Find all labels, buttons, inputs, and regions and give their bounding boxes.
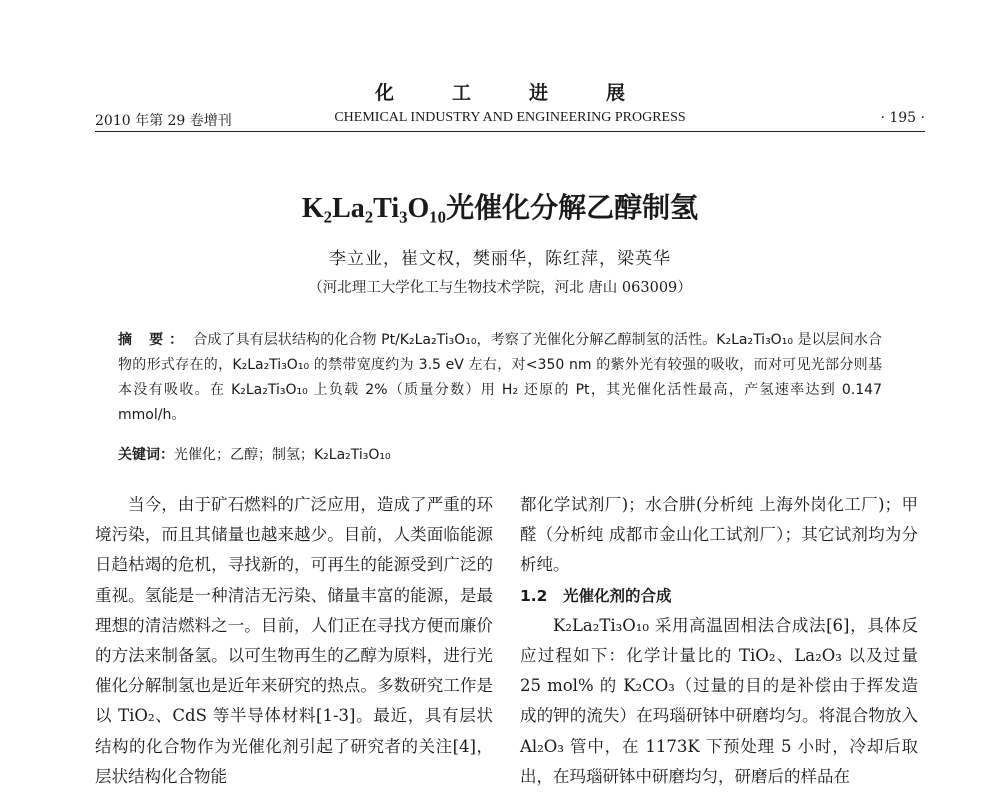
body-column-left xyxy=(95,490,493,792)
keywords-label: 关键词： xyxy=(118,447,174,463)
running-header xyxy=(95,110,925,132)
body-paragraph: 当今，由于矿石燃料的广泛应用，造成了严重的环境污染，而且其储量也越来越少。目前，人类面临能源日趋枯竭的危机，寻找新的，可再生的能源受到广泛的重视。氢能是一种清洁无污染、储量丰富的能源，是最理想的清洁燃料之一。目前，人们正在寻找方便而廉价的方法来制备氢。以可生物再生的乙醇为原料，进行光催化分解制氢也是近年来研究的热点。多数研究工作是以 TiO₂、CdS 等半导体材料[1-3]。最近，具有层状结构的化合物作为光催化剂引起了研究者的关注[4]，层状结构化合物能 xyxy=(95,495,493,786)
article-title xyxy=(0,186,1000,226)
affiliation: （河北理工大学化工与生物技术学院，河北 唐山 063009） xyxy=(308,280,692,296)
author-list: 李立业，崔文权，樊丽华，陈红萍，梁英华 xyxy=(329,249,671,269)
abstract-text: 合成了具有层状结构的化合物 Pt/K₂La₂Ti₃O₁₀，考察了光催化分解乙醇制氢的活性。K₂La₂Ti₃O₁₀ 是以层间水合物的形式存在的，K₂La₂Ti₃O₁₀ 的禁带宽度约为 3.5 eV 左右，对<350 nm 的紫外光有较强的吸收，而对可见光部分则基本没有吸收。在 K₂La₂Ti₃O₁₀ 上负载 2%（质量分数）用 H₂ 还原的 Pt，其光催化活性最高，产氢速率达到 0.147 mmol/h。 xyxy=(118,332,882,423)
keywords xyxy=(118,444,882,464)
journal-title-en: CHEMICAL INDUSTRY AND ENGINEERING PROGRESS xyxy=(334,110,686,125)
body-column-right xyxy=(520,490,918,792)
issue-info: 2010 年第 29 卷增刊 xyxy=(95,113,232,129)
keywords-text: 光催化；乙醇；制氢；K₂La₂Ti₃O₁₀ xyxy=(174,447,391,463)
title-formula: K₂La₂Ti₃O₁₀ xyxy=(301,193,447,224)
abstract-label: 摘 要： xyxy=(118,332,190,348)
section-heading: 1.2 光催化剂的合成 xyxy=(520,586,672,605)
body-paragraph: K₂La₂Ti₃O₁₀ 采用高温固相法合成法[6]，具体反应过程如下：化学计量比的 TiO₂、La₂O₃ 以及过量 25 mol% 的 K₂CO₃（过量的目的是补偿由于挥发造成的钾的流失）在玛瑙研钵中研磨均匀。将混合物放入 Al₂O₃ 管中，在 1173K 下预处理 5 小时，冷却后取出，在玛瑙研钵中研磨均匀，研磨后的样品在 xyxy=(520,615,918,786)
title-text: 光催化分解乙醇制氢 xyxy=(446,191,699,224)
page-number: · 195 · xyxy=(880,110,925,126)
journal-title-cn: 化工进展 xyxy=(374,82,683,104)
abstract xyxy=(118,328,882,428)
body-paragraph: 都化学试剂厂)；水合肼(分析纯 上海外岗化工厂)；甲醛（分析纯 成都市金山化工试剂厂）；其它试剂均为分析纯。 xyxy=(520,495,918,575)
header-rule xyxy=(95,131,925,132)
